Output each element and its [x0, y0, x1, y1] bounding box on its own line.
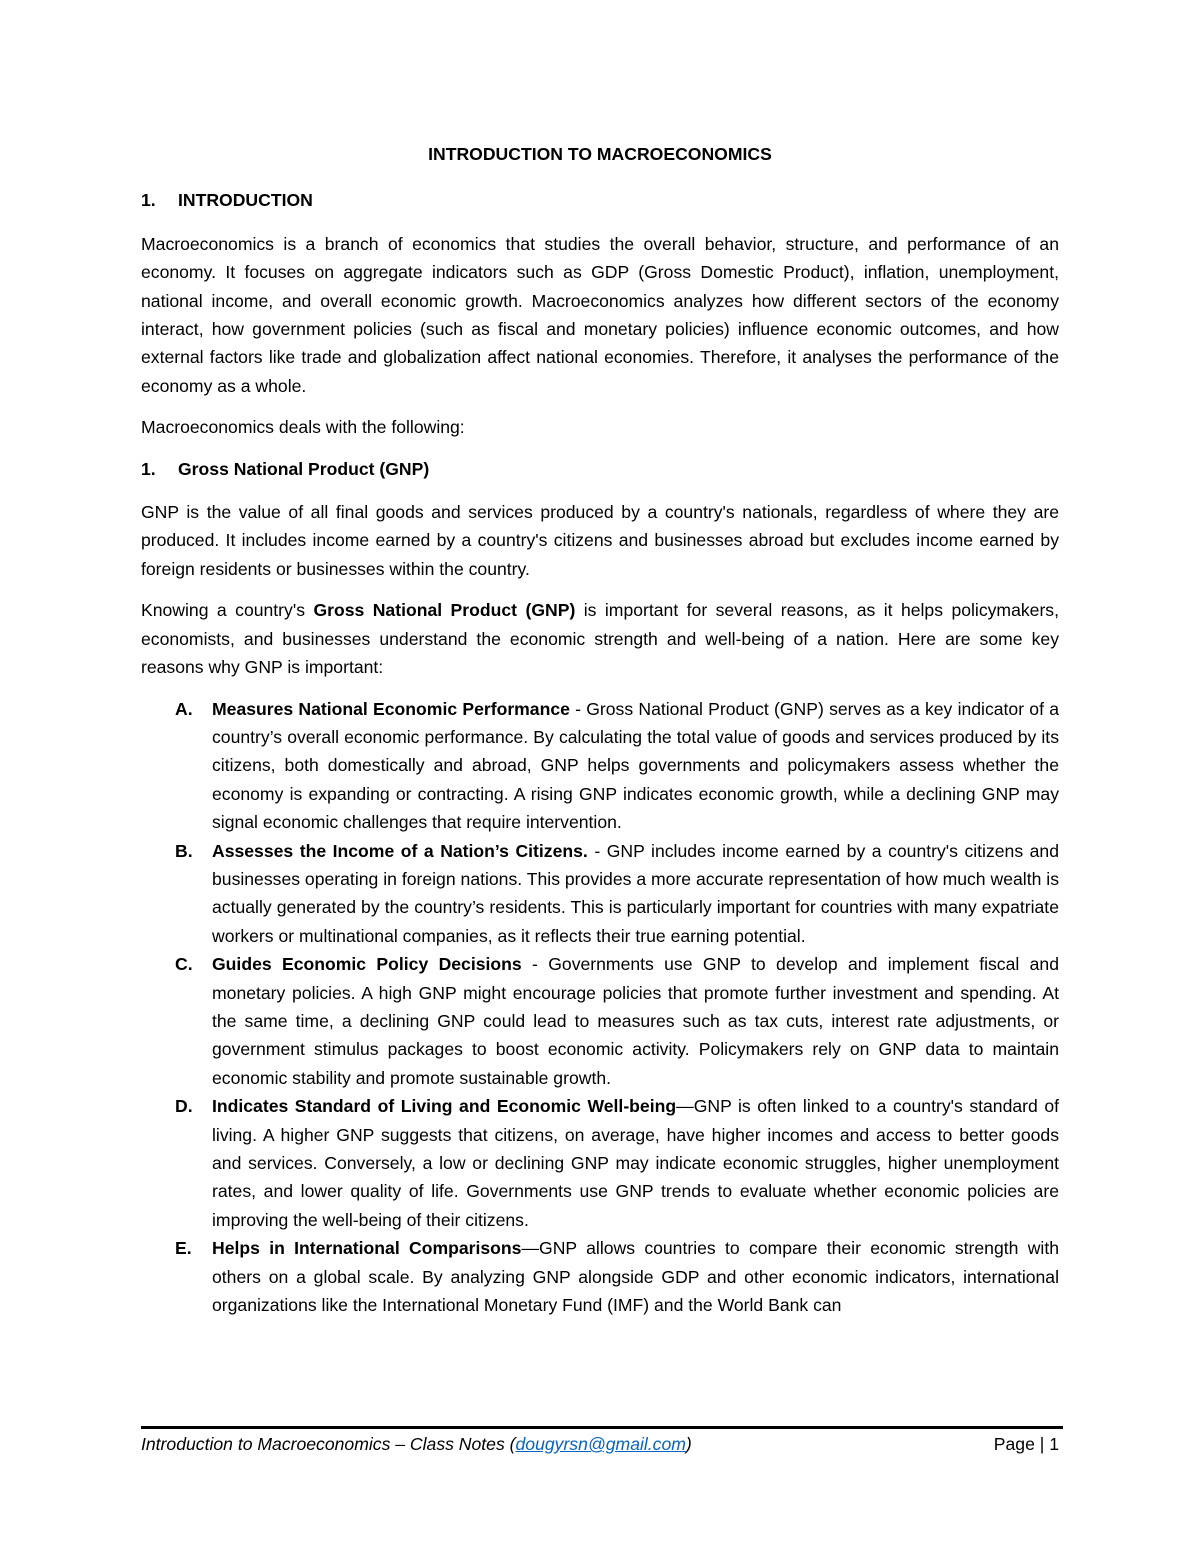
gnp-reasons-list — [141, 695, 1059, 1320]
page-content — [141, 140, 1059, 1319]
section-heading-introduction — [141, 186, 1059, 214]
list-item-text: - Gross National Product (GNP) serves as a key indicator of a country’s overall economic performance. By calculating the total value of goods and services produced by its citizens, both domestically and abroad, GNP helps governments and policymakers assess whether the economy is expanding or contracting. A rising GNP indicates economic growth, while a declining GNP may signal economic challenges that require intervention. — [212, 698, 1059, 833]
section-number: 1. — [141, 190, 156, 211]
footer-course-label — [141, 1430, 692, 1458]
list-item — [141, 950, 1059, 1092]
section-title: Gross National Product (GNP) — [178, 458, 430, 479]
list-item-letter: A. — [175, 698, 193, 719]
list-item-body — [212, 837, 1059, 951]
section-title: INTRODUCTION — [178, 190, 313, 211]
importance-text-pre: Knowing a country's — [141, 600, 314, 621]
introduction-paragraph: Macroeconomics is a branch of economics that studies the overall behavior, structure, and performance of an economy. It focuses on aggregate indicators such as GDP (Gross Domestic Product), inflation, unemployment, national income, and overall economic growth. Macroeconomics analyzes how different sectors of the economy interact, how government policies (such as fiscal and monetary policies) influence economic outcomes, and how external factors like trade and globalization affect national economies. Therefore, it analyses the performance of the economy as a whole. — [141, 233, 1059, 396]
page-footer — [141, 1430, 1059, 1458]
list-item-body — [212, 695, 1059, 837]
list-item-body — [212, 1234, 1059, 1319]
gnp-importance-paragraph — [141, 596, 1059, 681]
list-item-title: Helps in International Comparisons — [212, 1238, 522, 1259]
importance-text-bold: Gross National Product (GNP) — [313, 600, 576, 621]
list-item — [141, 837, 1059, 951]
list-item-letter: B. — [175, 840, 193, 861]
footer-prefix: Introduction to Macroeconomics – Class Notes ( — [141, 1434, 516, 1454]
list-item-text: —GNP allows countries to compare their economic strength with others on a global scale. By analyzing GNP alongside GDP and other economic indicators, international organizations like the International Monetary Fund (IMF) and the World Bank can — [212, 1238, 1059, 1316]
list-item-body — [212, 1092, 1059, 1234]
list-item-text: - GNP includes income earned by a country's citizens and businesses operating in foreign nations. This provides a more accurate representation of how much wealth is actually generated by the country’s residents. This is particularly important for countries with many expatriate workers or multinational companies, as it reflects their true earning potential. — [212, 840, 1059, 946]
list-item-letter: D. — [175, 1096, 193, 1117]
section-heading-gnp — [141, 455, 1059, 483]
section-number: 1. — [141, 458, 156, 479]
footer-suffix: ) — [685, 1434, 692, 1454]
list-item — [141, 695, 1059, 837]
list-item-text: - Governments use GNP to develop and implement fiscal and monetary policies. A high GNP might encourage policies that promote further investment and spending. At the same time, a declining GNP could lead to measures such as tax cuts, interest rate adjustments, or government stimulus packages to boost economic activity. Policymakers rely on GNP data to maintain economic stability and promote sustainable growth. — [212, 954, 1059, 1088]
document-title: INTRODUCTION TO MACROECONOMICS — [428, 144, 772, 164]
list-item-letter: E. — [175, 1238, 192, 1259]
list-item-text: —GNP is often linked to a country's standard of living. A higher GNP suggests that citizens, on average, have higher incomes and access to better goods and services. Conversely, a low or declining GNP may indicate economic struggles, higher unemployment rates, and lower quality of life. Governments use GNP trends to evaluate whether economic policies are improving the well-being of their citizens. — [212, 1096, 1059, 1230]
list-item-title: Measures National Economic Performance — [212, 698, 570, 719]
list-item-body — [212, 950, 1059, 1092]
footer-divider — [141, 1426, 1063, 1429]
gnp-definition-paragraph: GNP is the value of all final goods and services produced by a country's nationals, regardless of where they are produced. It includes income earned by a country's citizens and businesses abroad but excludes income earned by foreign residents or businesses within the country. — [141, 502, 1059, 579]
list-item-title: Indicates Standard of Living and Economic Well-being — [212, 1096, 677, 1117]
importance-text-post: is important for several reasons, as it helps policymakers, economists, and businesses understand the economic strength and well-being of a nation. Here are some key reasons why GNP is important: — [141, 600, 1059, 678]
list-item-title: Assesses the Income of a Nation’s Citizens. — [212, 840, 588, 861]
footer-page-number: Page | 1 — [993, 1434, 1059, 1454]
list-item — [141, 1092, 1059, 1234]
deals-with-paragraph: Macroeconomics deals with the following: — [141, 417, 465, 438]
list-item — [141, 1234, 1059, 1319]
list-item-letter: C. — [175, 954, 193, 975]
list-item-title: Guides Economic Policy Decisions — [212, 954, 522, 975]
footer-email-link[interactable]: dougyrsn@gmail.com — [515, 1434, 686, 1454]
